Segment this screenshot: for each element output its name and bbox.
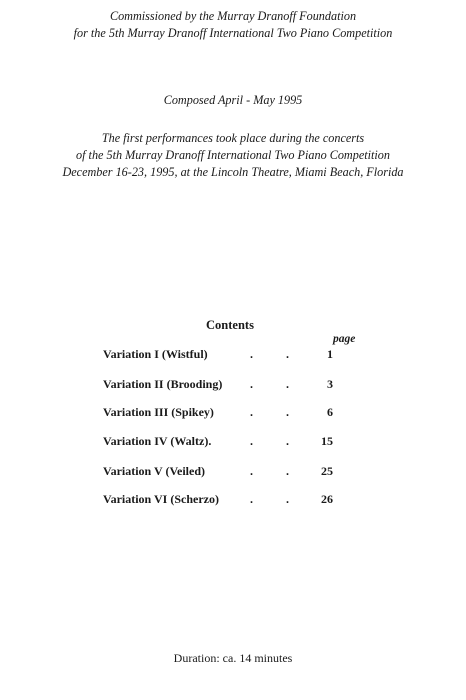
leader-dot: . bbox=[286, 377, 289, 391]
premiere-line: The first performances took place during the concerts bbox=[101, 131, 365, 145]
entry-page-number: 26 bbox=[321, 492, 333, 506]
leader-dot: . bbox=[250, 347, 253, 361]
contents-entry bbox=[103, 464, 363, 482]
premiere-note bbox=[0, 130, 466, 181]
leader-dot: . bbox=[286, 464, 289, 478]
contents-entry bbox=[103, 492, 363, 510]
commission-line: Commissioned by the Murray Dranoff Foundation bbox=[109, 9, 357, 23]
contents-entry bbox=[103, 434, 363, 452]
entry-title: Variation III (Spikey) bbox=[103, 405, 214, 419]
leader-dot: . bbox=[250, 464, 253, 478]
premiere-line: December 16-23, 1995, at the Lincoln Theatre, Miami Beach, Florida bbox=[62, 165, 404, 179]
leader-dot: . bbox=[286, 434, 289, 448]
entry-title: Variation I (Wistful) bbox=[103, 347, 208, 361]
entry-title: Variation V (Veiled) bbox=[103, 464, 206, 478]
entry-page-number: 15 bbox=[321, 434, 333, 448]
entry-page-number: 25 bbox=[321, 464, 333, 478]
composed-line: Composed April - May 1995 bbox=[163, 93, 303, 107]
contents-entry bbox=[103, 377, 363, 395]
page-column-header: page bbox=[333, 333, 356, 345]
entry-page-number: 6 bbox=[327, 405, 333, 419]
leader-dot: . bbox=[286, 405, 289, 419]
composition-date bbox=[0, 92, 466, 109]
leader-dot: . bbox=[286, 492, 289, 506]
leader-dot: . bbox=[250, 405, 253, 419]
premiere-line: of the 5th Murray Dranoff International Two Piano Competition bbox=[76, 148, 390, 162]
entry-page-number: 3 bbox=[327, 377, 333, 391]
leader-dot: . bbox=[250, 377, 253, 391]
leader-dot: . bbox=[250, 434, 253, 448]
commission-line: for the 5th Murray Dranoff International Two Piano Competition bbox=[73, 26, 393, 40]
entry-title: Variation VI (Scherzo) bbox=[103, 492, 219, 506]
contents-entry bbox=[103, 405, 363, 423]
leader-dot: . bbox=[286, 347, 289, 361]
duration-note: Duration: ca. 14 minutes bbox=[173, 651, 293, 665]
leader-dot: . bbox=[250, 492, 253, 506]
entry-page-number: 1 bbox=[327, 347, 333, 361]
entry-title: Variation IV (Waltz). bbox=[103, 434, 212, 448]
contents-heading: Contents bbox=[206, 318, 254, 332]
entry-title: Variation II (Brooding) bbox=[103, 377, 223, 391]
commission-note bbox=[0, 8, 466, 42]
contents-entry bbox=[103, 347, 363, 365]
